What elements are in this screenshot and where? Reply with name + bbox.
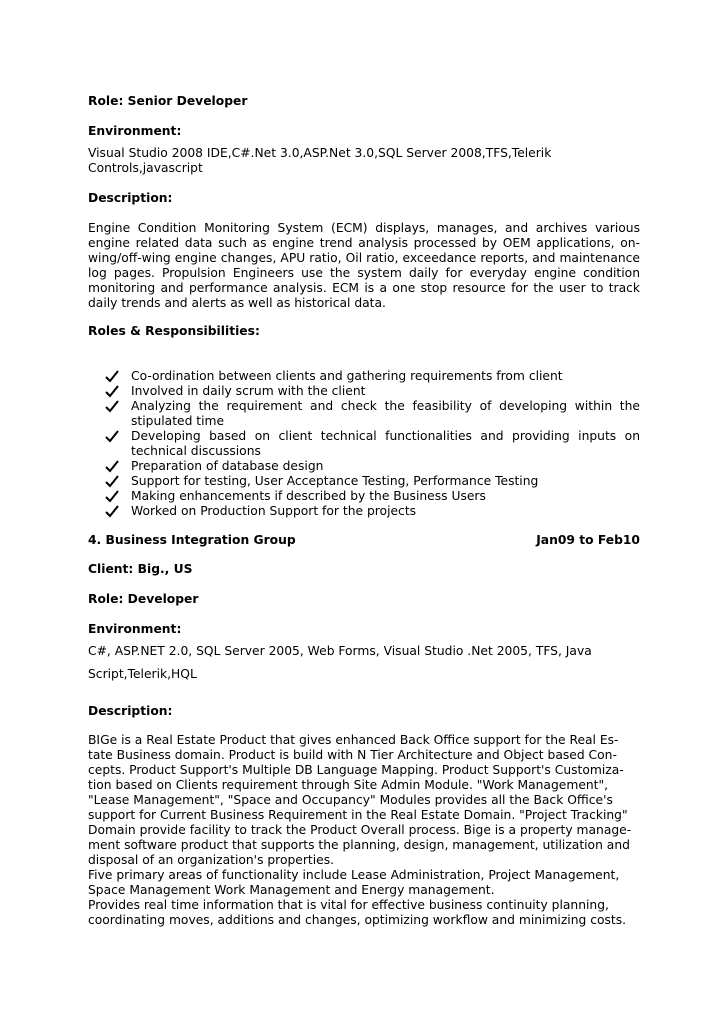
list-item-text: stipulated time	[131, 414, 225, 428]
description-line: "Lease Management", "Space and Occupancy" Modules provides all the Back Office's	[88, 793, 613, 807]
description-line: Five primary areas of functionality include Lease Administration, Project Management,	[88, 868, 620, 882]
client-heading: Client: Big., US	[88, 562, 193, 576]
description-heading: Description:	[88, 191, 173, 205]
checkmark-icon	[105, 459, 119, 474]
description-line: tion based on Clients requirement through Site Admin Module. "Work Management",	[88, 778, 609, 792]
checkmark-icon	[105, 474, 119, 489]
list-item	[88, 489, 640, 504]
responsibilities-list	[88, 369, 640, 519]
description-line: support for Current Business Requirement in the Real Estate Domain. "Project Tracking"	[88, 808, 628, 822]
checkmark-icon	[105, 504, 119, 519]
list-item	[88, 474, 640, 489]
description-line: tate Business domain. Product is build with N Tier Architecture and Object based Con-	[88, 748, 617, 762]
description-line: monitoring and performance analysis. ECM is a one stop resource for the user to track	[88, 281, 640, 295]
description-line: daily trends and alerts as well as historical data.	[88, 296, 386, 310]
project-header	[88, 533, 640, 548]
role-heading-developer: Role: Developer	[88, 592, 199, 606]
environment-heading: Environment:	[88, 124, 182, 138]
list-item-text: Worked on Production Support for the projects	[131, 504, 417, 518]
description-line: Domain provide facility to track the Product Overall process. Bige is a property manage-	[88, 823, 632, 837]
description-line: wing/off-wing engine changes, APU ratio, Oil ratio, exceedance reports, and maintenance	[88, 251, 640, 265]
project-dates: Jan09 to Feb10	[536, 533, 640, 547]
list-item-text: Developing based on client technical functionalities and providing inputs on	[131, 429, 640, 443]
checkmark-icon	[105, 489, 119, 504]
roles-responsibilities-heading: Roles & Responsibilities:	[88, 324, 260, 338]
description-line: Provides real time information that is vital for effective business continuity planning,	[88, 898, 609, 912]
environment-heading-2: Environment:	[88, 622, 182, 636]
project-title: 4. Business Integration Group	[88, 533, 296, 547]
list-item-text: Preparation of database design	[131, 459, 324, 473]
description-paragraph	[88, 221, 640, 311]
description-line: ment software product that supports the planning, design, management, utilization and	[88, 838, 630, 852]
list-item	[88, 504, 640, 519]
description-line: cepts. Product Support's Multiple DB Language Mapping. Product Support's Customiza-	[88, 763, 624, 777]
list-item	[88, 459, 640, 474]
list-item-text: Co-ordination between clients and gathering requirements from client	[131, 369, 563, 383]
description-paragraph-2	[88, 733, 640, 928]
description-line: Engine Condition Monitoring System (ECM) displays, manages, and archives various	[88, 221, 640, 235]
checkmark-icon	[105, 384, 119, 399]
list-item-text: Support for testing, User Acceptance Testing, Performance Testing	[131, 474, 539, 488]
role-heading-senior-developer: Role: Senior Developer	[88, 94, 248, 108]
list-item-text: technical discussions	[131, 444, 261, 458]
list-item-text: Making enhancements if described by the Business Users	[131, 489, 486, 503]
description-line: engine related data such as engine trend analysis processed by OEM applications, on-	[88, 236, 640, 250]
description-line: Space Management Work Management and Energy management.	[88, 883, 495, 897]
checkmark-icon	[105, 429, 119, 444]
environment-line-2b: Script,Telerik,HQL	[88, 667, 197, 681]
description-line: coordinating moves, additions and changes, optimizing workflow and minimizing costs.	[88, 913, 627, 927]
description-line: log pages. Propulsion Engineers use the system daily for everyday engine condition	[88, 266, 640, 280]
environment-text	[88, 146, 640, 176]
environment-line: Visual Studio 2008 IDE,C#.Net 3.0,ASP.Net 3.0,SQL Server 2008,TFS,Telerik	[88, 146, 552, 160]
environment-line-2: C#, ASP.NET 2.0, SQL Server 2005, Web Forms, Visual Studio .Net 2005, TFS, Java	[88, 644, 592, 658]
checkmark-icon	[105, 369, 119, 384]
list-item	[88, 399, 640, 429]
list-item	[88, 384, 640, 399]
list-item	[88, 369, 640, 384]
description-line: BIGe is a Real Estate Product that gives enhanced Back Office support for the Real Es-	[88, 733, 619, 747]
checkmark-icon	[105, 399, 119, 414]
description-heading-2: Description:	[88, 704, 173, 718]
list-item	[88, 429, 640, 459]
list-item-text: Analyzing the requirement and check the feasibility of developing within the	[131, 399, 640, 413]
environment-line: Controls,javascript	[88, 161, 203, 175]
list-item-text: Involved in daily scrum with the client	[131, 384, 366, 398]
description-line: disposal of an organization's properties.	[88, 853, 335, 867]
